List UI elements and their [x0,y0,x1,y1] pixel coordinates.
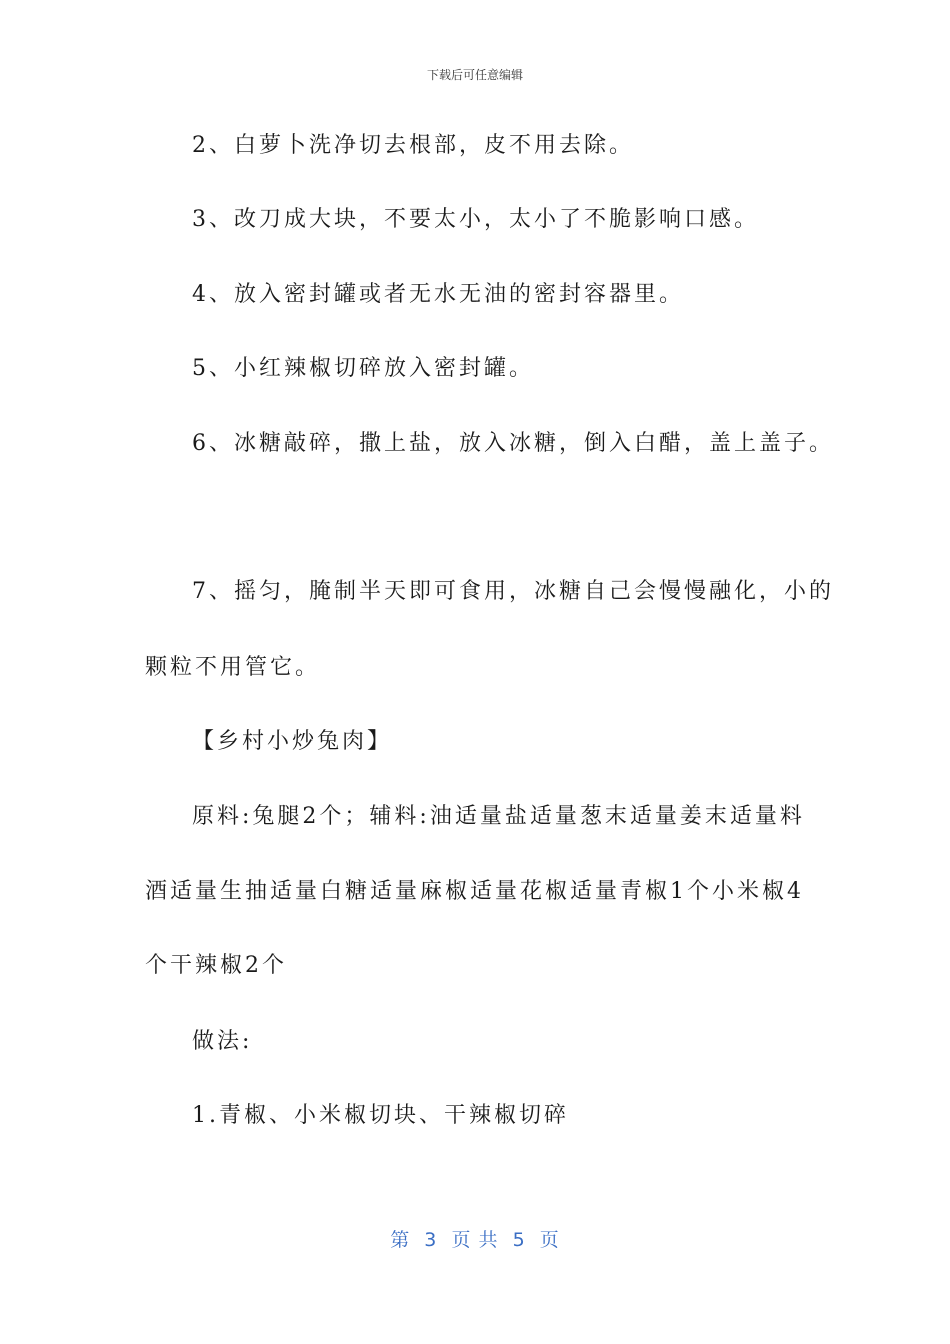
step-7-line: 7、摇匀，腌制半天即可食用，冰糖自己会慢慢融化，小的 [192,579,834,604]
method-heading: 做法: [192,1029,253,1054]
recipe-title: 【乡村小炒兔肉】 [192,729,393,754]
method-step-1: 1.青椒、小米椒切块、干辣椒切碎 [192,1103,569,1128]
step-3-line: 3、改刀成大块，不要太小，太小了不脆影响口感。 [192,207,759,232]
ingredients-line-2: 酒适量生抽适量白糖适量麻椒适量花椒适量青椒1个小米椒4 [145,879,804,904]
step-2-line: 2、白萝卜洗净切去根部，皮不用去除。 [192,133,634,158]
step-7-continuation: 颗粒不用管它。 [145,655,321,680]
ingredients-line-3: 个干辣椒2个 [145,953,287,978]
step-6-line: 6、冰糖敲碎，撒上盐，放入冰糖，倒入白醋，盖上盖子。 [192,431,834,456]
step-5-line: 5、小红辣椒切碎放入密封罐。 [192,356,534,381]
ingredients-line-1: 原料:兔腿2个；辅料:油适量盐适量葱末适量姜末适量料 [192,804,805,829]
page-number: 第 3 页 共 5 页 [390,1229,560,1251]
step-4-line: 4、放入密封罐或者无水无油的密封容器里。 [192,282,684,307]
page-header-note: 下载后可任意编辑 [426,68,523,82]
